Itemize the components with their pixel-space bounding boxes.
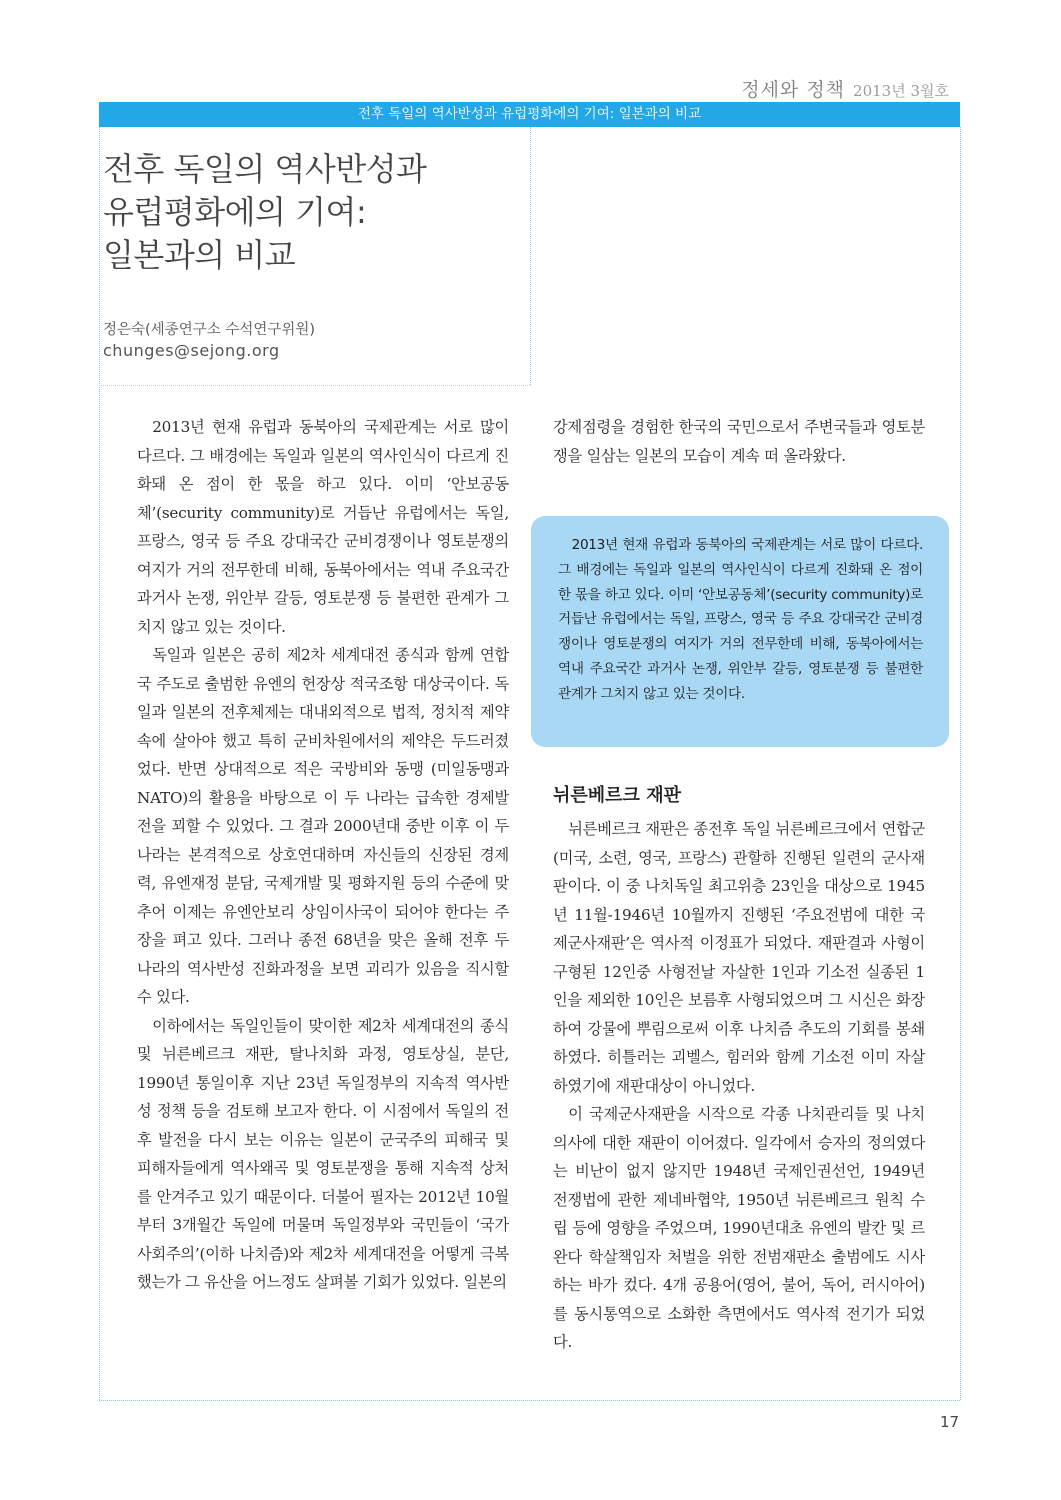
frame-right-border bbox=[960, 127, 961, 1400]
title-block-divider bbox=[99, 385, 530, 386]
title-line: 유럽평화에의 기여: bbox=[103, 193, 367, 231]
body-paragraph: 뉘른베르크 재판은 종전후 독일 뉘른베르크에서 연합군 (미국, 소련, 영국, 프랑스) 관할하 진행된 일련의 군사재판이다. 이 중 나치독일 최고위층 23인을 대상으로 1945년 11월-1946년 10월까지 진행된 ‘주요전범에 대한 국제군사재판’은 역사적 이정표가 되었다. 재판결과 사형이 구형된 12인중 사형전날 자살한 1인과 기소전 실종된 1인을 제외한 10인은 보름후 사형되었으며 그 시신은 화장하여 강물에 뿌림으로써 이후 나치즘 추도의 기회를 봉쇄하였다. 히틀러는 괴벨스, 힘러와 함께 기소전 이미 자살하였기에 재판대상이 아니었다. bbox=[553, 820, 925, 1095]
journal-name: 정세와 정책 bbox=[741, 79, 846, 101]
pull-quote-paragraph: 2013년 현재 유럽과 동북아의 국제관계는 서로 많이 다르다. 그 배경에는 독일과 일본의 역사인식이 다르게 진화돼 온 점이 한 몫을 하고 있다. 이미 ‘안보공동체’(security community)로 거듭난 유럽에서는 독일, 프랑스, 영국 등 주요 강대국간 군비경쟁이나 영토분쟁의 여지가 거의 전무한데 비해, 동북아에서는 역내 주요국간 과거사 논쟁, 위안부 갈등, 영토분쟁 등 불편한 관계가 그치지 않고 있는 것이다. bbox=[558, 537, 923, 702]
article-title bbox=[103, 148, 523, 277]
frame-bottom-border bbox=[99, 1400, 960, 1401]
body-paragraph: 이하에서는 독일인들이 맞이한 제2차 세계대전의 종식 및 뉘른베르크 재판, 탈나치화 과정, 영토상실, 분단, 1990년 통일이후 지난 23년 독일정부의 지속적 역사반성 정책 등을 검토해 보고자 한다. 이 시점에서 독일의 전후 발전을 다시 보는 이유는 일본이 군국주의 피해국 및 피해자들에게 역사왜곡 및 영토분쟁을 통해 지속적 상처를 안겨주고 있기 때문이다. 더불어 필자는 2012년 10월부터 3개월간 독일에 머물며 독일정부와 국민들이 ‘국가사회주의’(이하 나치즘)와 제2차 세계대전을 어떻게 극복했는가 그 유산을 어느정도 살펴볼 기회가 있었다. 일본의 bbox=[137, 1016, 509, 1291]
left-column bbox=[137, 413, 509, 1297]
right-column-continuation bbox=[553, 413, 925, 470]
journal-header bbox=[741, 78, 949, 102]
author-byline: 정은숙(세종연구소 수석연구위원) bbox=[103, 322, 316, 338]
body-paragraph: 2013년 현재 유럽과 동북아의 국제관계는 서로 많이 다르다. 그 배경에는 독일과 일본의 역사인식이 다르게 진화돼 온 점이 한 몫을 하고 있다. 이미 ‘안보공동체’(security community)로 거듭난 유럽에서는 독일, 프랑스, 영국 등 주요 강대국간 군비경쟁이나 영토분쟁의 여지가 거의 전무한데 비해, 동북아에서는 역내 주요국간 과거사 논쟁, 위안부 갈등, 영토분쟁 등 불편한 관계가 그치지 않고 있는 것이다. bbox=[137, 418, 509, 636]
title-line: 일본과의 비교 bbox=[103, 236, 296, 274]
frame-center-divider bbox=[530, 127, 531, 385]
body-paragraph: 독일과 일본은 공히 제2차 세계대전 종식과 함께 연합국 주도로 출범한 유엔의 헌장상 적국조항 대상국이다. 독일과 일본의 전후체제는 대내외적으로 법적, 정치적 제약속에 살아야 했고 특히 군비차원에서의 제약은 두드러졌었다. 반면 상대적으로 적은 국방비와 동맹 (미일동맹과 NATO)의 활용을 바탕으로 이 두 나라는 급속한 경제발전을 꾀할 수 있었다. 그 결과 2000년대 중반 이후 이 두 나라는 본격적으로 상호연대하며 자신들의 신장된 경제력, 유엔재정 분담, 국제개발 및 평화지원 등의 수준에 맞추어 이제는 유엔안보리 상임이사국이 되어야 한다는 주장을 펴고 있다. 그러나 종전 68년을 맞은 올해 전후 두 나라의 역사반성 진화과정을 보면 괴리가 있음을 직시할 수 있다. bbox=[137, 646, 509, 1006]
issue-date: 2013년 3월호 bbox=[853, 82, 949, 100]
page-number: 17 bbox=[940, 1413, 960, 1431]
body-paragraph: 강제점령을 경험한 한국의 국민으로서 주변국들과 영토분쟁을 일삼는 일본의 모습이 계속 떠 올라왔다. bbox=[553, 418, 925, 465]
pull-quote-text bbox=[558, 533, 923, 707]
title-line: 전후 독일의 역사반성과 bbox=[103, 150, 427, 188]
frame-left-border bbox=[99, 127, 100, 1400]
body-paragraph: 이 국제군사재판을 시작으로 각종 나치관리들 및 나치의사에 대한 재판이 이어졌다. 일각에서 승자의 정의였다는 비난이 없지 않지만 1948년 국제인권선언, 1949년 전쟁법에 관한 제네바협약, 1950년 뉘른베르크 원칙 수립 등에 영향을 주었으며, 1990년대초 유엔의 발칸 및 르완다 학살책임자 처벌을 위한 전범재판소 출범에도 시사하는 바가 컸다. 4개 공용어(영어, 불어, 독어, 러시아어)를 동시통역으로 소화한 측면에서도 역사적 전기가 되었다. bbox=[553, 1105, 925, 1351]
section-heading: 뉘른베르크 재판 bbox=[553, 785, 681, 806]
author-email[interactable]: chunges@sejong.org bbox=[103, 341, 280, 360]
right-column bbox=[553, 815, 925, 1357]
running-title-band: 전후 독일의 역사반성과 유럽평화에의 기여: 일본과의 비교 bbox=[99, 102, 960, 127]
